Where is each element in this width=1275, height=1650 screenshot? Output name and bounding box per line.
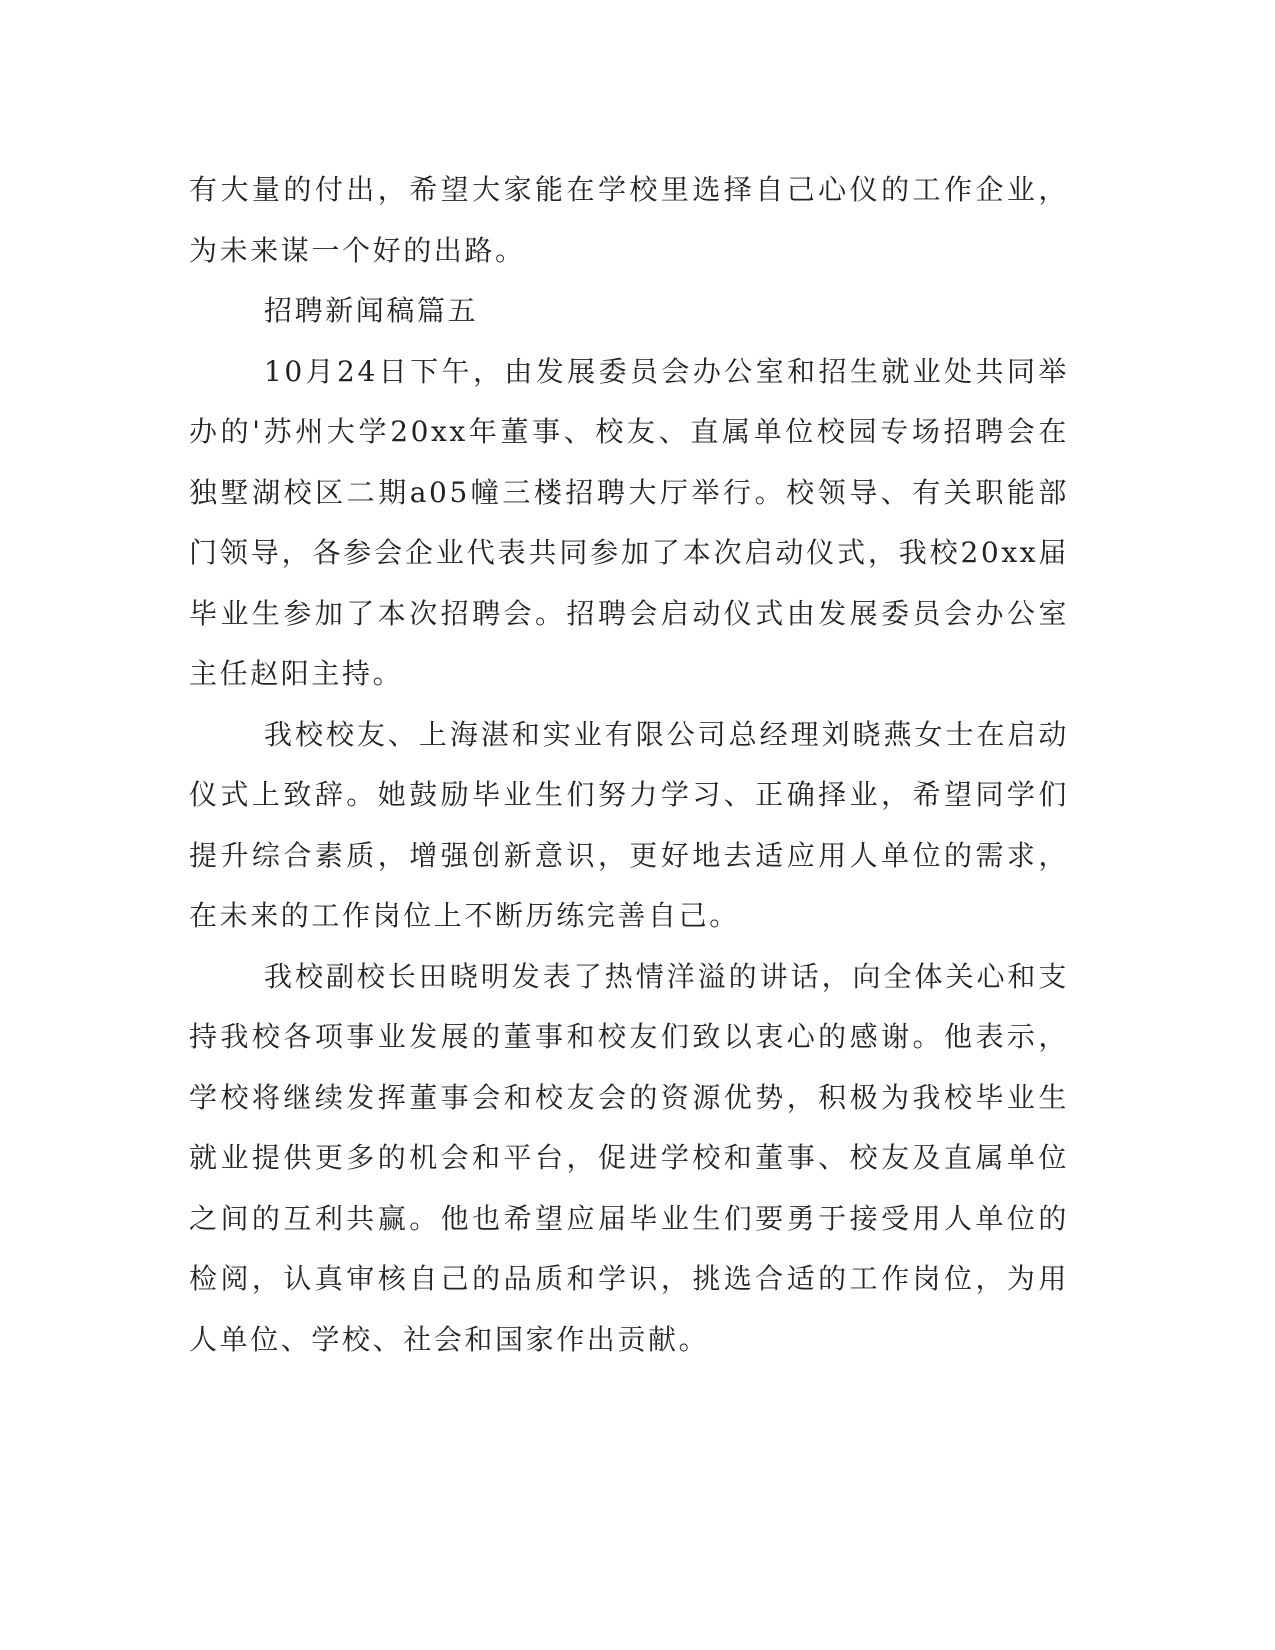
paragraph-vice-president-speech: 我校副校长田晓明发表了热情洋溢的讲话，向全体关心和支持我校各项事业发展的董事和校友们致以衷心的感谢。他表示，学校将继续发挥董事会和校友会的资源优势，积极为我校毕业生就业提供更多的机会和平台，促进学校和董事、校友及直属单位之间的互利共赢。他也希望应届毕业生们要勇于接受用人单位的检阅，认真审核自己的品质和学识，挑选合适的工作岗位，为用人单位、学校、社会和国家作出贡献。 [189,959,1069,1356]
paragraph-job-fair-opening: 10月24日下午，由发展委员会办公室和招生就业处共同举办的'苏州大学20xx年董事、校友、直属单位校园专场招聘会在独墅湖校区二期a05幢三楼招聘大厅举行。校领导、有关职能部门领导，各参会企业代表共同参加了本次启动仪式，我校20xx届毕业生参加了本次招聘会。招聘会启动仪式由发展委员会办公室主任赵阳主持。 [189,354,1069,690]
paragraph-alumni-speech: 我校校友、上海湛和实业有限公司总经理刘晓燕女士在启动仪式上致辞。她鼓励毕业生们努力学习、正确择业，希望同学们提升综合素质，增强创新意识，更好地去适应用人单位的需求，在未来的工作岗位上不断历练完善自己。 [189,717,1069,932]
document-body [189,160,1069,1370]
paragraph-continuation: 有大量的付出，希望大家能在学校里选择自己心仪的工作企业，为未来谋一个好的出路。 [189,173,1069,267]
section-heading: 招聘新闻稿篇五 [264,294,479,327]
